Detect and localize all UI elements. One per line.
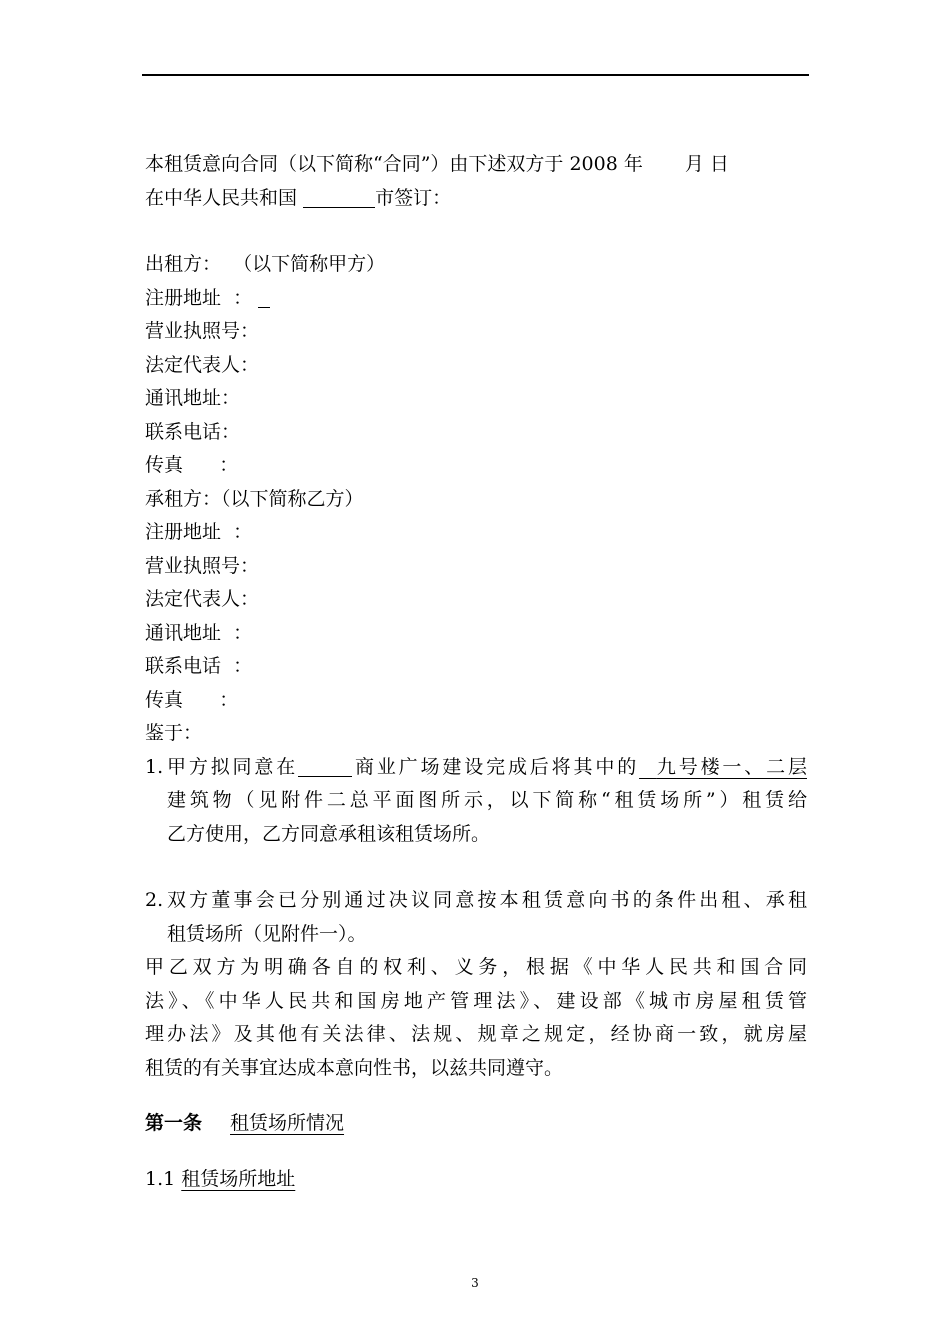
lessee-field: 传真 ： bbox=[145, 688, 239, 711]
lessee-heading: 承租方：（以下简称乙方） bbox=[145, 487, 364, 510]
lessor-field: 传真 ： bbox=[145, 454, 239, 476]
spacer bbox=[145, 851, 807, 884]
article-heading bbox=[145, 1107, 807, 1141]
preamble-line: 甲乙双方为明确各自的权利、义务，根据《中华人民共和国合同 bbox=[145, 956, 807, 978]
lessee-field: 营业执照号： bbox=[145, 554, 260, 577]
item-line: 建筑物（见附件二总平面图所示，以下简称“租赁场所”）租赁给 bbox=[167, 789, 807, 811]
spacer bbox=[145, 1085, 807, 1107]
lessee-field: 通讯地址 ： bbox=[145, 621, 253, 644]
preamble-line: 租赁的有关事宜达成本意向性书，以兹共同遵守。 bbox=[145, 1056, 564, 1079]
item-number: 2. bbox=[145, 889, 164, 911]
whereas-item-2 bbox=[145, 884, 807, 951]
item-line: 租赁场所（见附件一）。 bbox=[167, 922, 367, 945]
lessor-field: 注册地址 ： bbox=[145, 282, 807, 316]
preamble-line: 理办法》及其他有关法律、法规、规章之规定，经协商一致，就房屋 bbox=[145, 1023, 807, 1045]
intro-line-1 bbox=[145, 148, 807, 182]
page-number: 3 bbox=[471, 1276, 479, 1290]
intro-city-text: 市签订： bbox=[375, 186, 452, 209]
item-number: 1. bbox=[145, 755, 164, 778]
intro-date-text: 月 日 bbox=[684, 153, 729, 175]
lessor-field: 联系电话： bbox=[145, 420, 241, 443]
item-line: 乙方使用，乙方同意承租该租赁场所。 bbox=[167, 822, 491, 845]
section-number: 1.1 bbox=[145, 1167, 176, 1190]
lessor-field: 营业执照号： bbox=[145, 320, 260, 342]
lessor-heading: 出租方： （以下简称甲方） bbox=[145, 253, 386, 275]
lessee-field: 法定代表人： bbox=[145, 588, 260, 610]
building-underlined: 九号楼一、二层 bbox=[656, 755, 807, 778]
lessor-field: 法定代表人： bbox=[145, 353, 260, 376]
header-rule bbox=[142, 74, 809, 76]
spacer bbox=[145, 215, 807, 248]
article-title: 租赁场所情况 bbox=[230, 1112, 345, 1134]
lessee-field: 联系电话 ： bbox=[145, 655, 253, 677]
section-title: 租赁场所地址 bbox=[181, 1167, 296, 1190]
intro-line-2 bbox=[145, 182, 807, 216]
spacer bbox=[145, 1141, 807, 1163]
item-line: 甲方拟同意在 商业广场建设完成后将其中的 九号楼一、二层 bbox=[167, 751, 807, 785]
intro-country-text: 在中华人民共和国 bbox=[145, 186, 298, 209]
plaza-blank bbox=[298, 752, 352, 777]
lessor-field: 通讯地址： bbox=[145, 387, 241, 409]
contract-body bbox=[145, 148, 807, 1196]
whereas-item-1 bbox=[145, 751, 807, 852]
city-blank bbox=[303, 183, 375, 208]
intro-text: 本租赁意向合同（以下简称“合同”）由下述双方于 2008 年 bbox=[145, 153, 643, 175]
whereas-label: 鉴于： bbox=[145, 722, 203, 744]
section-heading bbox=[145, 1163, 807, 1197]
preamble-line: 法》、《中华人民共和国房地产管理法》、建设部《城市房屋租赁管 bbox=[145, 989, 807, 1012]
lessee-field: 注册地址 ： bbox=[145, 521, 253, 543]
item-line: 双方董事会已分别通过决议同意按本租赁意向书的条件出租、承租 bbox=[167, 889, 807, 911]
article-number: 第一条 bbox=[145, 1112, 203, 1134]
